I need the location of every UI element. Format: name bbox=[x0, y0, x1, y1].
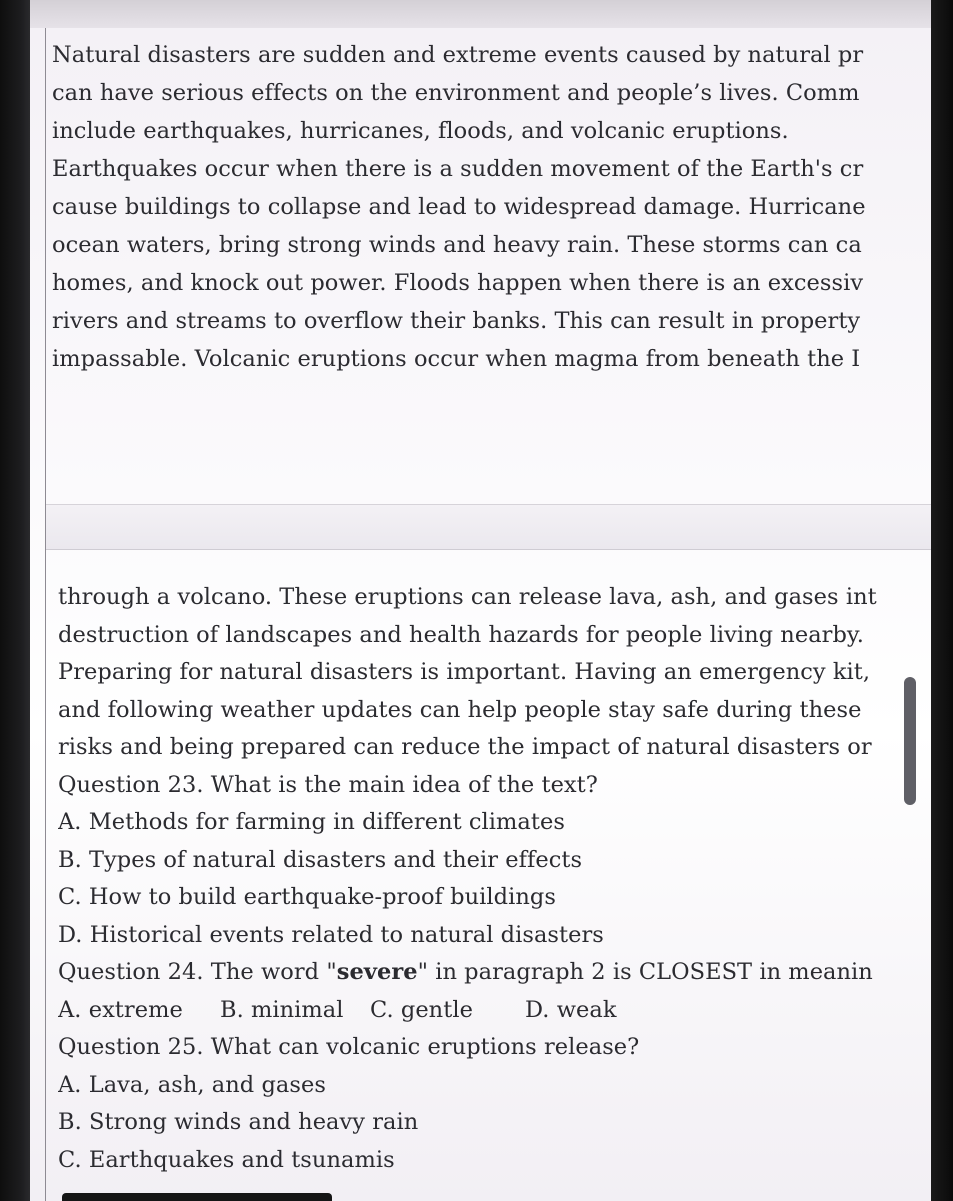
passage-line: Earthquakes occur when there is a sudden movement of the Earth's cr bbox=[52, 156, 864, 182]
scrollbar-thumb[interactable] bbox=[904, 677, 916, 805]
passage-line: and following weather updates can help people stay safe during these bbox=[58, 696, 862, 723]
question-25-text: Question 25. What can volcanic eruptions release? bbox=[58, 1034, 640, 1060]
question-24-option-b[interactable]: B. minimal bbox=[220, 996, 344, 1023]
question-23-option-b[interactable]: B. Types of natural disasters and their effects bbox=[58, 846, 583, 873]
passage-line: can have serious effects on the environment and people’s lives. Comm bbox=[52, 80, 860, 106]
question-24-prefix: Question 24. The word " bbox=[58, 959, 337, 985]
passage-line: through a volcano. These eruptions can release lava, ash, and gases int bbox=[58, 584, 877, 610]
passage-line: cause buildings to collapse and lead to widespread damage. Hurricane bbox=[52, 194, 866, 220]
passage-line: include earthquakes, hurricanes, floods, and volcanic eruptions. bbox=[52, 118, 789, 144]
question-23-option-c[interactable]: C. How to build earthquake-proof buildings bbox=[58, 884, 556, 910]
question-24-suffix: " in paragraph 2 is CLOSEST in meanin bbox=[417, 959, 873, 985]
question-25-option-a[interactable]: A. Lava, ash, and gases bbox=[58, 1071, 326, 1098]
question-23-option-a[interactable]: A. Methods for farming in different climates bbox=[58, 809, 565, 835]
passage-line: rivers and streams to overflow their banks. This can result in property bbox=[52, 308, 861, 334]
reading-passage-part-1 bbox=[52, 36, 931, 378]
question-24-option-d[interactable]: D. weak bbox=[525, 996, 617, 1023]
passage-line: Natural disasters are sudden and extreme events caused by natural pr bbox=[52, 42, 864, 68]
question-24-keyword: severe bbox=[336, 959, 418, 985]
question-23-option-d[interactable]: D. Historical events related to natural disasters bbox=[58, 921, 604, 948]
question-25-option-c[interactable]: C. Earthquakes and tsunamis bbox=[58, 1146, 395, 1173]
bottom-navigation-bar bbox=[62, 1193, 332, 1201]
passage-line: destruction of landscapes and health hazards for people living nearby. bbox=[58, 621, 864, 648]
document-page[interactable] bbox=[30, 28, 931, 1201]
device-bezel-right bbox=[931, 0, 953, 1201]
device-bezel-left bbox=[0, 0, 30, 1201]
question-24-option-c[interactable]: C. gentle bbox=[370, 996, 473, 1023]
question-24-option-a[interactable]: A. extreme bbox=[58, 996, 183, 1023]
passage-line: ocean waters, bring strong winds and heavy rain. These storms can ca bbox=[52, 232, 862, 258]
question-25-option-b[interactable]: B. Strong winds and heavy rain bbox=[58, 1109, 419, 1135]
reading-passage-part-2 bbox=[58, 579, 931, 1179]
passage-line: risks and being prepared can reduce the impact of natural disasters or bbox=[58, 734, 872, 760]
page-break bbox=[46, 504, 931, 550]
page-margin-line bbox=[45, 28, 46, 1201]
question-24-options bbox=[58, 992, 931, 1030]
passage-line: homes, and knock out power. Floods happen when there is an excessiv bbox=[52, 270, 864, 296]
question-23-text: Question 23. What is the main idea of the text? bbox=[58, 771, 598, 798]
previous-page-edge bbox=[30, 0, 931, 29]
passage-line: Preparing for natural disasters is important. Having an emergency kit, bbox=[58, 659, 871, 685]
passage-line: impassable. Volcanic eruptions occur when magma from beneath the I bbox=[52, 346, 861, 372]
question-24-text bbox=[58, 954, 931, 992]
